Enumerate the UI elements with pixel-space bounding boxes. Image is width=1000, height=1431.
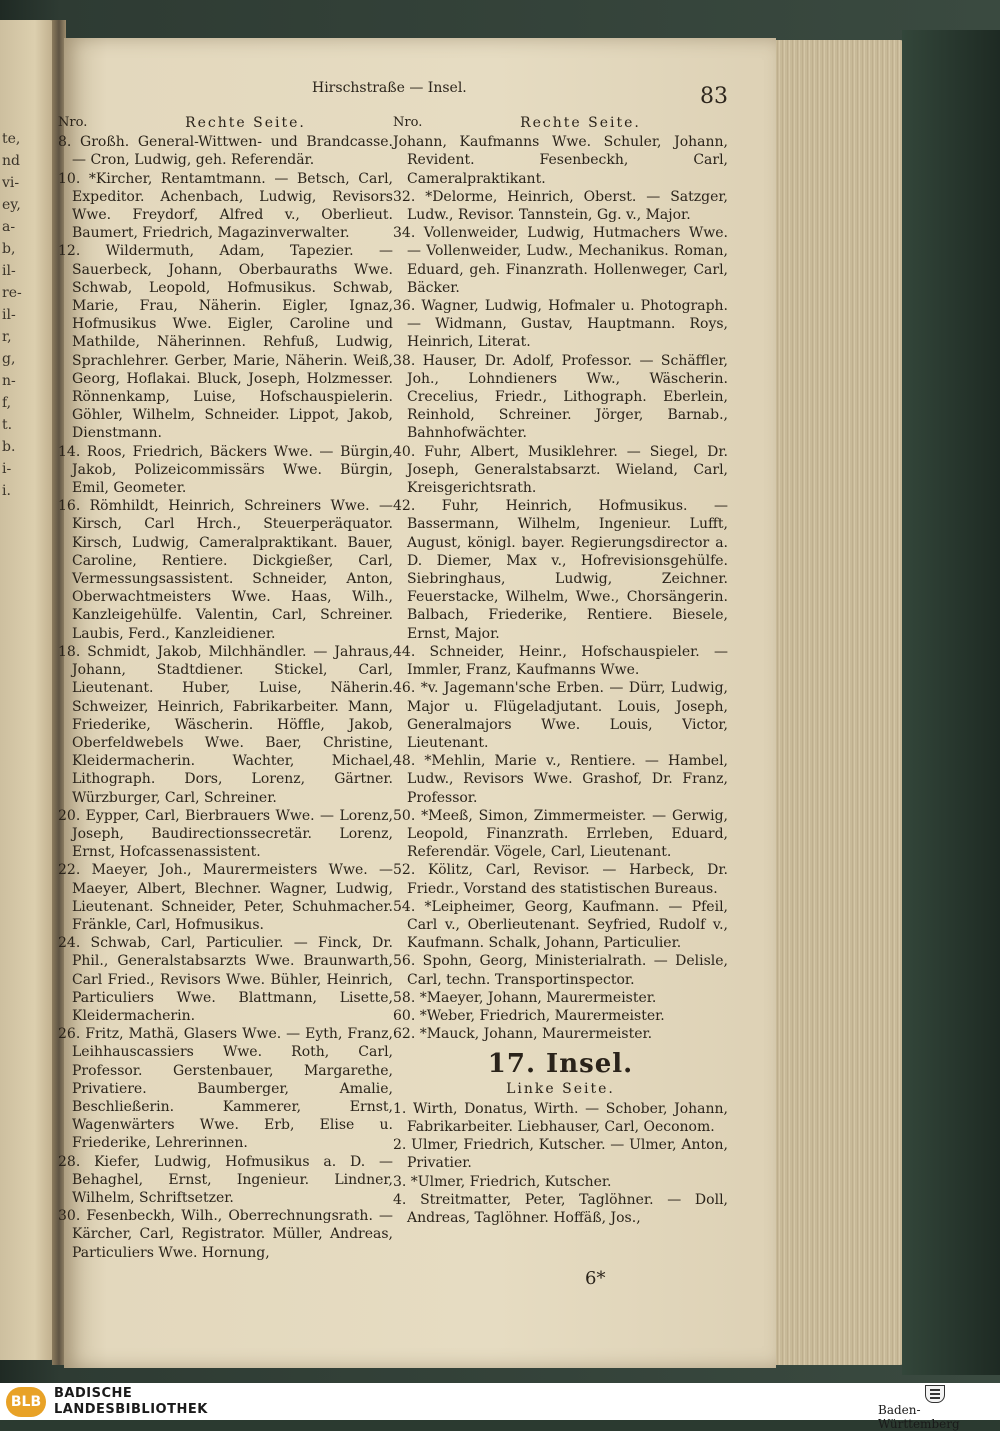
directory-entry: 8. Großh. General-Wittwen- und Brandcasse. — Cron, Ludwig, geh. Referendär. <box>58 134 393 169</box>
left-page-text-fragment: vi- <box>2 175 20 191</box>
directory-entry: 50. *Meeß, Simon, Zimmermeister. — Gerwig, Leopold, Finanzrath. Errleben, Eduard, Referendär. Vögele, Carl, Lieutenant. <box>393 807 728 861</box>
directory-entry: 60. *Weber, Friedrich, Maurermeister. <box>393 1007 665 1024</box>
side-label: Rechte Seite. <box>185 115 306 131</box>
left-page-text-fragment: n- <box>2 373 16 389</box>
blb-logo[interactable]: BLB <box>6 1387 46 1417</box>
directory-entry: Johann, Kaufmanns Wwe. Schuler, Johann, Revident. Fesenbeckh, Carl, Cameralpraktikant. <box>393 134 728 187</box>
left-page-text-fragment: il- <box>2 263 16 279</box>
left-page-text-fragment: a- <box>2 219 16 235</box>
left-page-text-fragment: r, <box>2 329 12 345</box>
directory-entry: 62. *Mauck, Johann, Maurermeister. <box>393 1026 653 1043</box>
directory-entry: 16. Römhildt, Heinrich, Schreiners Wwe. — Kirsch, Carl Hrch., Steuerperäquator. Kirsch, Ludwig, Cameralpraktikant. Bauer, Caroline, Rentiere. Dickgießer, Carl, Vermessungsassistent. Schneider, Anton, Oberwachtmeisters Wwe. Haas, Wilh., Kanzleigehülfe. Valentin, Carl, Schreiner. Laubis, Ferd., Kanzleidiener. <box>58 498 393 642</box>
directory-entry: 52. Kölitz, Carl, Revisor. — Harbeck, Dr. Friedr., Vorstand des statistischen Bureaus. <box>393 862 728 897</box>
directory-entry: 24. Schwab, Carl, Particulier. — Finck, Dr. Phil., Generalstabsarzts Wwe. Braunwarth, Carl Fried., Revisors Wwe. Bühler, Heinrich, Particuliers Wwe. Blattmann, Lisette, Kleidermacherin. <box>58 935 393 1024</box>
directory-entry: 44. Schneider, Heinr., Hofschauspieler. — Immler, Franz, Kaufmanns Wwe. <box>393 643 728 679</box>
library-name-line1: BADISCHE <box>54 1386 133 1401</box>
library-name <box>54 1386 208 1418</box>
side-label: Rechte Seite. <box>520 115 641 131</box>
directory-entry: 3. *Ulmer, Friedrich, Kutscher. <box>393 1173 612 1190</box>
left-column <box>58 114 393 1262</box>
directory-entry: 28. Kiefer, Ludwig, Hofmusikus a. D. — Behaghel, Ernst, Ingenieur. Lindner, Wilhelm, Schriftsetzer. <box>58 1153 393 1206</box>
directory-entry: 2. Ulmer, Friedrich, Kutscher. — Ulmer, Anton, Privatier. <box>393 1137 728 1172</box>
nro-label: Nro. <box>58 115 88 130</box>
directory-entry: 14. Roos, Friedrich, Bäckers Wwe. — Bürgin, Jakob, Polizeicommissärs Wwe. Bürgin, Emil, Geometer. <box>58 443 393 497</box>
directory-entry: 32. *Delorme, Heinrich, Oberst. — Satzger, Ludw., Revisor. Tannstein, Gg. v., Major. <box>393 188 728 224</box>
left-page-text-fragment: te, <box>2 131 21 147</box>
directory-entry: 58. *Maeyer, Johann, Maurermeister. <box>393 989 657 1006</box>
column-header <box>58 114 393 132</box>
directory-entry: 34. Vollenweider, Ludwig, Hutmachers Wwe. — Vollenweider, Ludw., Mechanikus. Roman, Eduard, geh. Finanzrath. Hollenweger, Carl, Bäcker. <box>393 225 728 296</box>
directory-entry: 40. Fuhr, Albert, Musiklehrer. — Siegel, Dr. Joseph, Generalstabsarzt. Wieland, Carl, Kreisgerichtsrath. <box>393 443 728 497</box>
directory-entry: 22. Maeyer, Joh., Maurermeisters Wwe. — Maeyer, Albert, Blechner. Wagner, Ludwig, Lieutenant. Schneider, Peter, Schuhmacher. Fränkle, Carl, Hofmusikus. <box>58 862 393 933</box>
book-cover <box>902 30 1000 1375</box>
left-page-edge <box>0 20 58 1360</box>
directory-entry: 18. Schmidt, Jakob, Milchhändler. — Jahraus, Johann, Stadtdiener. Stickel, Carl, Lieutenant. Huber, Luise, Näherin. Schweizer, Heinrich, Fabrikarbeiter. Mann, Friederike, Wäscherin. Höffle, Jakob, Oberfeldwebels Wwe. Baer, Christine, Kleidermacherin. Wachter, Michael, Lithograph. Dors, Lorenz, Gärtner. Würzburger, Carl, Schreiner. <box>58 643 393 806</box>
signature-mark: 6* <box>585 1268 606 1289</box>
left-page-text-fragment: i. <box>2 483 11 499</box>
directory-entry: 48. *Mehlin, Marie v., Rentiere. — Hambel, Ludw., Revisors Wwe. Grashof, Dr. Franz, Professor. <box>393 753 728 806</box>
directory-entry: 4. Streitmatter, Peter, Taglöhner. — Doll, Andreas, Taglöhner. Hoffäß, Jos., <box>393 1191 728 1226</box>
page-edges <box>776 40 906 1365</box>
right-entries <box>393 133 728 1043</box>
left-page-text-fragment: re- <box>2 285 22 301</box>
library-name-line2: LANDESBIBLIOTHEK <box>54 1402 208 1417</box>
directory-entry: 10. *Kircher, Rentamtmann. — Betsch, Carl, Expeditor. Achenbach, Ludwig, Revisors Wwe. Freydorf, Alfred v., Oberlieut. Baumert, Friedrich, Magazinverwalter. <box>58 170 393 242</box>
section-entries <box>393 1100 728 1227</box>
directory-entry: 56. Spohn, Georg, Ministerialrath. — Delisle, Carl, techn. Transportinspector. <box>393 953 728 988</box>
section-side-label: Linke Seite. <box>506 1080 615 1097</box>
running-header: Hirschstraße — Insel. <box>312 80 467 96</box>
footer-bar <box>0 1383 1000 1431</box>
directory-entry: 26. Fritz, Mathä, Glasers Wwe. — Eyth, Franz, Leihhauscassiers Wwe. Roth, Carl, Professor. Gerstenbauer, Margarethe, Privatiere. Baumberger, Amalie, Beschließerin. Kammerer, Ernst, Wagenwärters Wwe. Erb, Elise u. Friederike, Lehrerinnen. <box>58 1026 393 1152</box>
directory-entry: 30. Fesenbeckh, Wilh., Oberrechnungsrath. — Kärcher, Carl, Registrator. Müller, Andreas, Particuliers Wwe. Hornung, <box>58 1208 393 1261</box>
directory-entry: 20. Eypper, Carl, Bierbrauers Wwe. — Lorenz, Joseph, Baudirectionssecretär. Lorenz, Ernst, Hofcassenassistent. <box>58 807 393 861</box>
left-page-text-fragment: b. <box>2 439 16 455</box>
left-page-text-fragment: nd <box>2 153 20 169</box>
left-page-text-fragment: ey, <box>2 197 21 213</box>
coat-of-arms-icon <box>925 1385 945 1403</box>
page-number: 83 <box>700 84 728 109</box>
directory-entry: 54. *Leipheimer, Georg, Kaufmann. — Pfeil, Carl v., Oberlieutenant. Seyfried, Rudolf v., Kaufmann. Schalk, Johann, Particulier. <box>393 898 728 952</box>
state-label: Baden-Württemberg <box>878 1403 960 1431</box>
left-page-text-fragment: il- <box>2 307 16 323</box>
column-header <box>393 114 728 132</box>
directory-entry: 36. Wagner, Ludwig, Hofmaler u. Photograph. — Widmann, Gustav, Hauptmann. Roys, Heinrich, Literat. <box>393 298 728 351</box>
left-entries <box>58 133 393 1262</box>
directory-entry: 42. Fuhr, Heinrich, Hofmusikus. — Bassermann, Wilhelm, Ingenieur. Lufft, August, königl. bayer. Regierungsdirector a. D. Diemer, Max v., Hofrevisionsgehülfe. Siebringhaus, Ludwig, Zeichner. Feuerstacke, Wilhelm, Wwe., Chorsängerin. Balbach, Friederike, Rentiere. Biesele, Ernst, Major. <box>393 498 728 642</box>
nro-label: Nro. <box>393 115 423 130</box>
left-page-text-fragment: b, <box>2 241 16 257</box>
left-page-text-fragment: g, <box>2 351 16 367</box>
right-column <box>393 114 728 1227</box>
left-page-text-fragment: t. <box>2 417 13 433</box>
section-title: 17. Insel. <box>487 1049 634 1080</box>
directory-entry: 38. Hauser, Dr. Adolf, Professor. — Schäffler, Joh., Lohndieners Ww., Wäscherin. Crecelius, Friedr., Lithograph. Eberlein, Reinhold, Schreiner. Jörger, Barnab., Bahnhofwächter. <box>393 352 728 442</box>
directory-entry: 46. *v. Jagemann'sche Erben. — Dürr, Ludwig, Major u. Flügeladjutant. Louis, Joseph, Generalmajors Wwe. Louis, Victor, Lieutenant. <box>393 680 728 751</box>
directory-entry: 12. Wildermuth, Adam, Tapezier. — Sauerbeck, Johann, Oberbauraths Wwe. Schwab, Leopold, Hofmusikus. Schwab, Marie, Frau, Näherin. Eigler, Ignaz, Hofmusikus Wwe. Eigler, Caroline und Mathilde, Näherinnen. Rehfuß, Ludwig, Sprachlehrer. Gerber, Marie, Näherin. Weiß, Georg, Hoflakai. Bluck, Joseph, Holzmesser. Rönnenkamp, Luise, Hofschauspielerin. Göhler, Wilhelm, Schneider. Lippot, Jakob, Dienstmann. <box>58 243 393 442</box>
left-page-text-fragment: f, <box>2 395 12 411</box>
directory-entry: 1. Wirth, Donatus, Wirth. — Schober, Johann, Fabrikarbeiter. Liebhauser, Carl, Oeconom. <box>393 1100 728 1135</box>
left-page-text-fragment: i- <box>2 461 12 477</box>
